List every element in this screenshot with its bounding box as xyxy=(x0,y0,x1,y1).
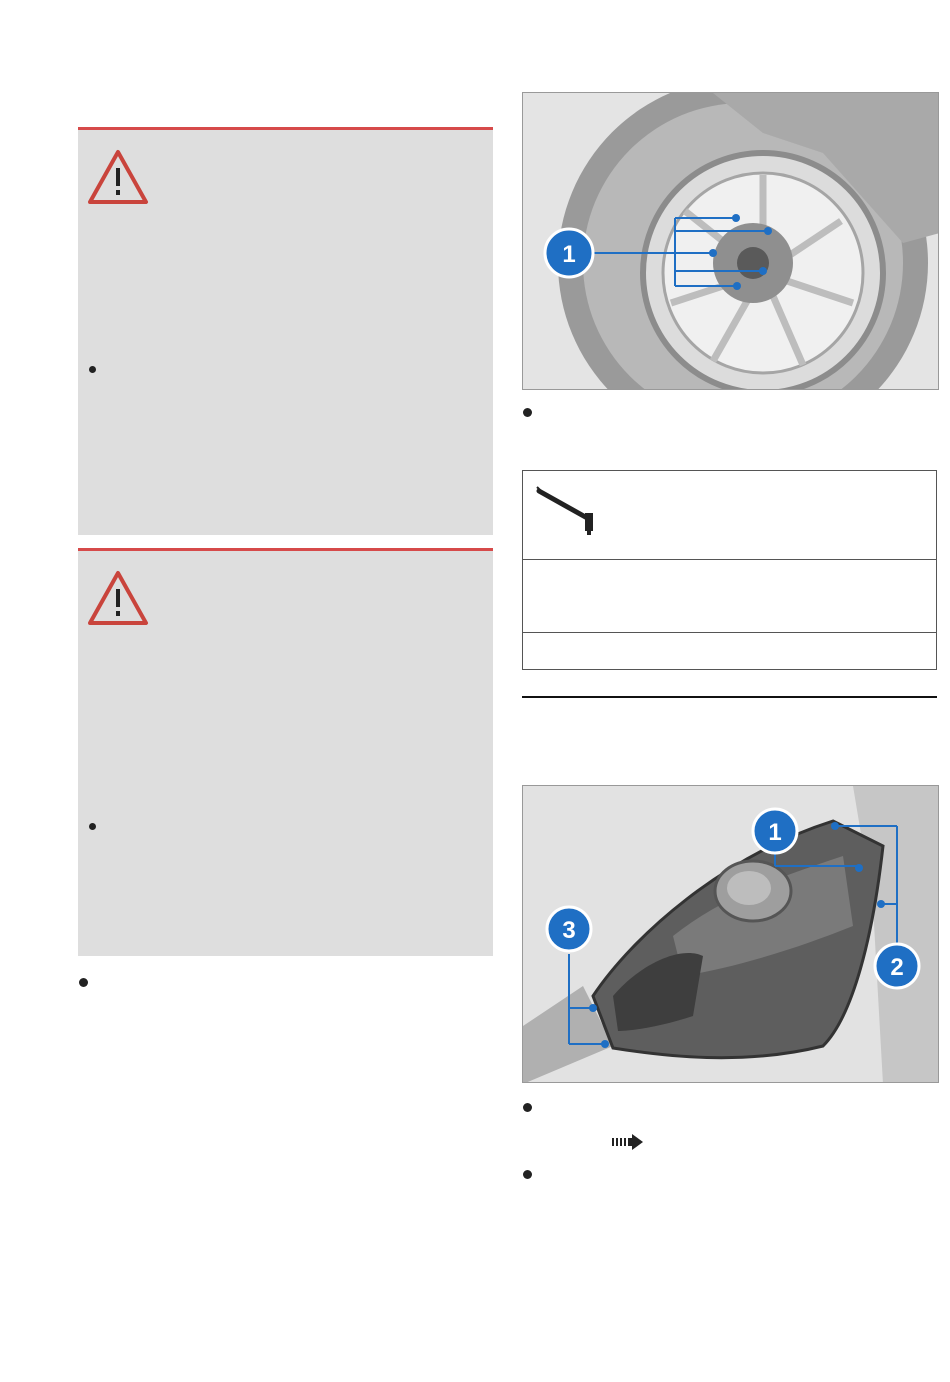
section-divider xyxy=(522,696,937,698)
arrow-right-icon xyxy=(612,1133,644,1151)
callout-label: 2 xyxy=(890,954,904,981)
callout-label: 1 xyxy=(562,241,576,268)
fuel-tank-illustration xyxy=(523,786,939,1083)
table-row xyxy=(523,633,936,669)
torque-wrench-icon xyxy=(535,485,597,539)
list-bullet xyxy=(523,408,532,417)
fuel-tank-figure xyxy=(522,785,939,1083)
table-row xyxy=(523,560,936,633)
warning-triangle-icon xyxy=(86,569,150,627)
rear-wheel-figure xyxy=(522,92,939,390)
warning-box-1 xyxy=(78,127,493,535)
list-bullet xyxy=(523,1103,532,1112)
torque-table xyxy=(522,470,937,670)
list-bullet xyxy=(89,366,96,373)
rear-wheel-illustration xyxy=(523,93,939,390)
callout-label: 1 xyxy=(768,819,782,846)
list-bullet xyxy=(523,1170,532,1179)
warning-triangle-icon xyxy=(86,148,150,206)
list-bullet xyxy=(79,978,88,987)
list-bullet xyxy=(89,823,96,830)
table-row xyxy=(523,471,936,560)
warning-box-2 xyxy=(78,548,493,956)
callout-label: 3 xyxy=(562,917,576,944)
